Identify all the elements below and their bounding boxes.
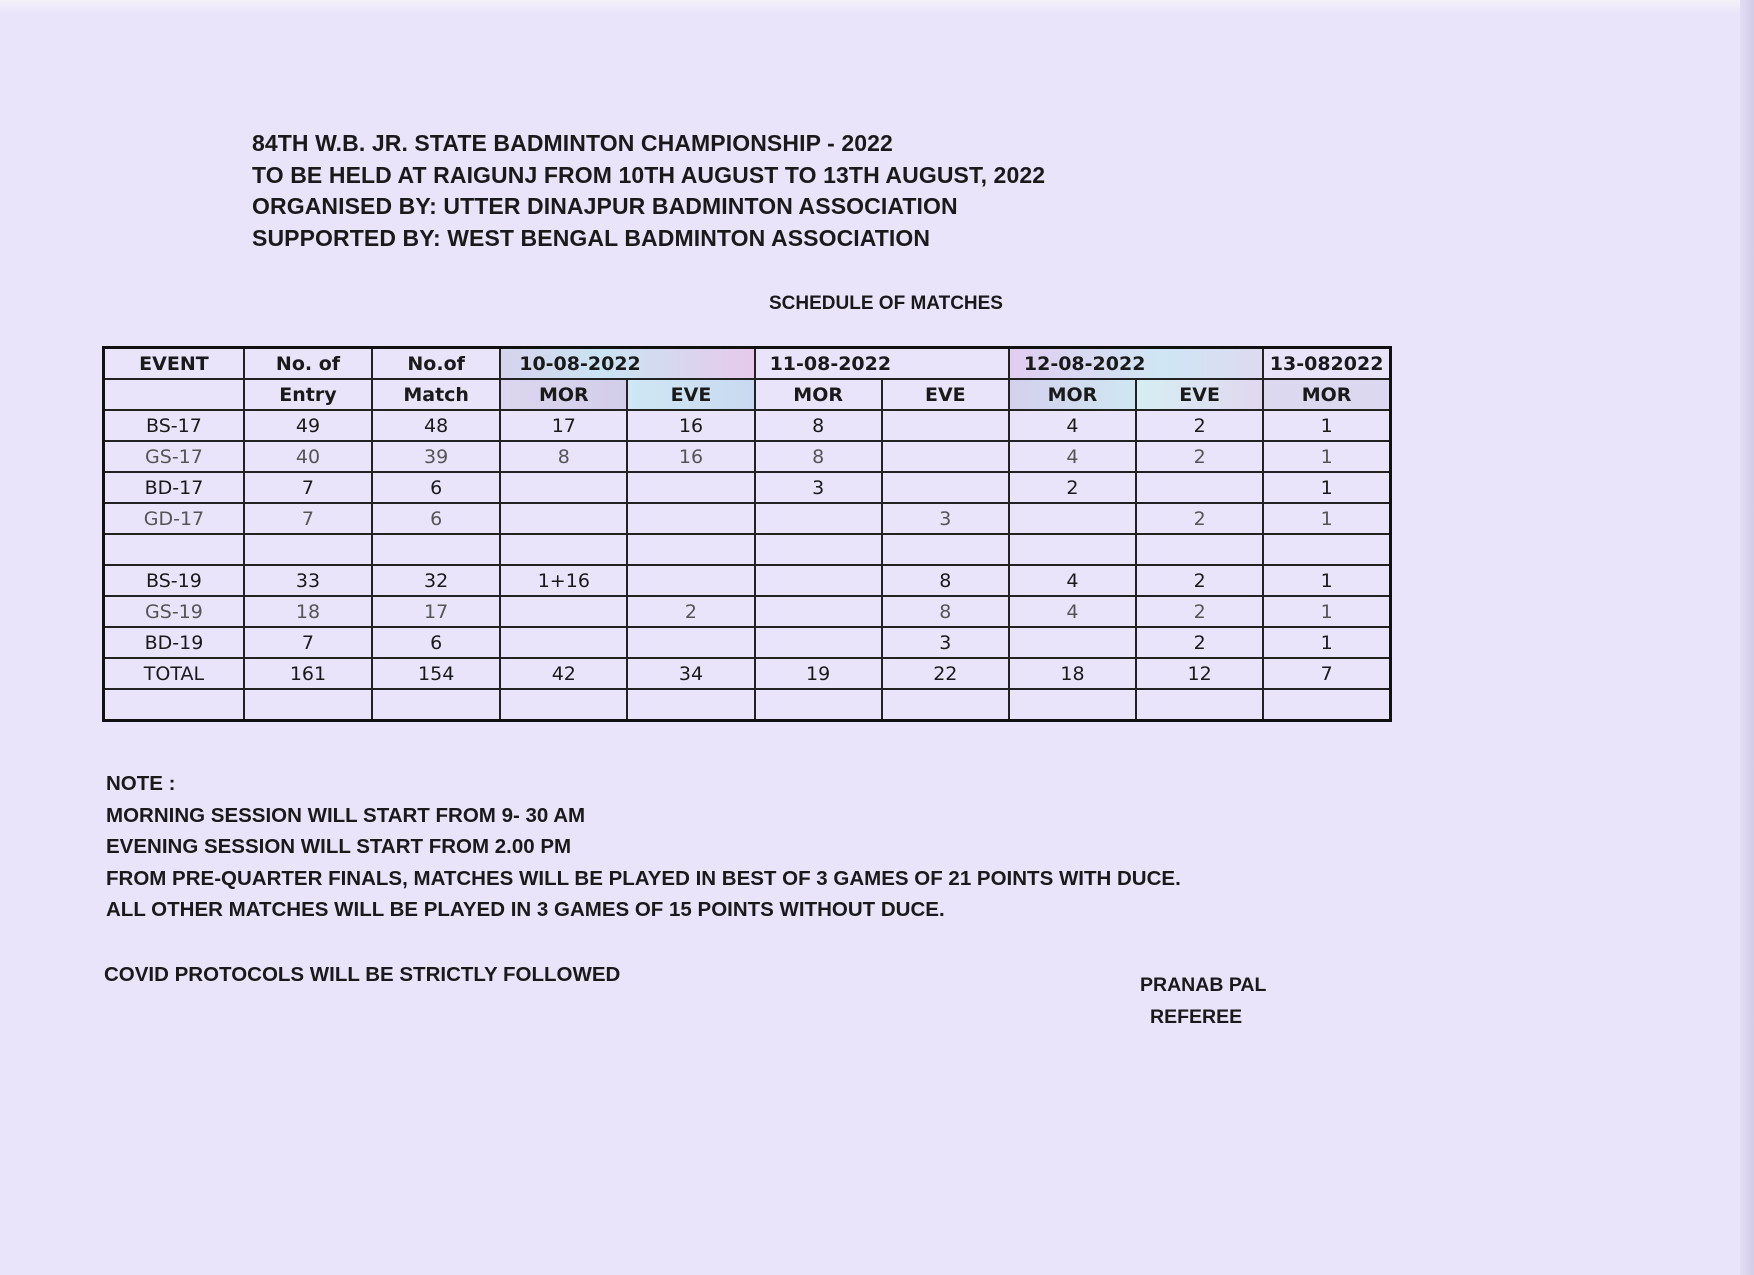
- session-header: EVE: [882, 379, 1009, 410]
- empty-cell: [1009, 534, 1136, 565]
- event-cell: BS-19: [104, 565, 244, 596]
- match-cell: 32: [372, 565, 500, 596]
- count-cell: 3: [882, 627, 1009, 658]
- venue-dates: TO BE HELD AT RAIGUNJ FROM 10TH AUGUST TO 13TH AUGUST, 2022: [252, 161, 1046, 188]
- table-row: [104, 410, 1391, 441]
- count-cell: [1009, 627, 1136, 658]
- empty-cell: [104, 534, 244, 565]
- schedule-title: SCHEDULE OF MATCHES: [769, 293, 1003, 314]
- entry-cell: 40: [244, 441, 372, 472]
- count-cell: 4: [1009, 565, 1136, 596]
- table-row: [104, 472, 1391, 503]
- event-cell: GD-17: [104, 503, 244, 534]
- supporter: SUPPORTED BY: WEST BENGAL BADMINTON ASSOCIATION: [252, 224, 931, 251]
- date-header: 13-082022: [1263, 348, 1390, 380]
- session-header: EVE: [1136, 379, 1263, 410]
- event-cell: BS-17: [104, 410, 244, 441]
- count-cell: 1+16: [500, 565, 627, 596]
- trailing-empty-row: [104, 689, 1391, 721]
- empty-cell: [500, 534, 627, 565]
- col-match-header-top: No.of: [372, 348, 500, 380]
- total-match: 154: [372, 658, 500, 689]
- empty-cell: [1263, 689, 1390, 721]
- count-cell: [627, 565, 754, 596]
- count-cell: [500, 596, 627, 627]
- empty-cell: [882, 689, 1009, 721]
- header-row-dates: [104, 348, 1391, 380]
- entry-cell: 33: [244, 565, 372, 596]
- count-cell: [627, 472, 754, 503]
- total-cell: 19: [755, 658, 882, 689]
- table-row: [104, 596, 1391, 627]
- total-cell: 42: [500, 658, 627, 689]
- total-entry: 161: [244, 658, 372, 689]
- count-cell: 2: [1136, 627, 1263, 658]
- event-cell: BD-17: [104, 472, 244, 503]
- signer-name: PRANAB PAL: [1140, 974, 1267, 996]
- total-row: [104, 658, 1391, 689]
- empty-cell: [244, 534, 372, 565]
- note-line: MORNING SESSION WILL START FROM 9- 30 AM: [106, 803, 586, 827]
- empty-cell: [244, 689, 372, 721]
- count-cell: 3: [882, 503, 1009, 534]
- count-cell: [882, 472, 1009, 503]
- count-cell: 16: [627, 441, 754, 472]
- notes-section: [106, 768, 1181, 926]
- empty-cell: [500, 689, 627, 721]
- entry-cell: 7: [244, 472, 372, 503]
- date-header: 12-08-2022: [1009, 348, 1263, 380]
- count-cell: 2: [1136, 565, 1263, 596]
- schedule-table: [102, 346, 1392, 722]
- organiser: ORGANISED BY: UTTER DINAJPUR BADMINTON ASSOCIATION: [252, 193, 958, 219]
- count-cell: 8: [755, 410, 882, 441]
- total-cell: 18: [1009, 658, 1136, 689]
- col-event-header: EVENT: [104, 348, 244, 380]
- count-cell: 16: [627, 410, 754, 441]
- match-cell: 39: [372, 441, 500, 472]
- count-cell: 4: [1009, 441, 1136, 472]
- header-row-sessions: [104, 379, 1391, 410]
- count-cell: 8: [500, 441, 627, 472]
- count-cell: 1: [1263, 565, 1390, 596]
- col-event-header-blank: [104, 379, 244, 410]
- event-cell: BD-19: [104, 627, 244, 658]
- empty-cell: [882, 534, 1009, 565]
- covid-notice: COVID PROTOCOLS WILL BE STRICTLY FOLLOWED: [104, 963, 621, 986]
- empty-cell: [755, 689, 882, 721]
- table-row: [104, 503, 1391, 534]
- session-header: MOR: [755, 379, 882, 410]
- empty-cell: [627, 689, 754, 721]
- count-cell: 3: [755, 472, 882, 503]
- count-cell: [755, 627, 882, 658]
- empty-cell: [1263, 534, 1390, 565]
- spacer-row: [104, 534, 1391, 565]
- match-cell: 48: [372, 410, 500, 441]
- count-cell: [755, 503, 882, 534]
- note-line: EVENING SESSION WILL START FROM 2.00 PM: [106, 835, 572, 858]
- signer-role: REFEREE: [1150, 1006, 1243, 1028]
- count-cell: 4: [1009, 596, 1136, 627]
- total-cell: 34: [627, 658, 754, 689]
- table-row: [104, 627, 1391, 658]
- count-cell: 1: [1263, 472, 1390, 503]
- count-cell: [500, 503, 627, 534]
- empty-cell: [104, 689, 244, 721]
- count-cell: 17: [500, 410, 627, 441]
- date-header: 10-08-2022: [500, 348, 754, 380]
- match-cell: 17: [372, 596, 500, 627]
- entry-cell: 7: [244, 503, 372, 534]
- signature-block: [1140, 969, 1266, 1033]
- entry-cell: 49: [244, 410, 372, 441]
- empty-cell: [372, 689, 500, 721]
- empty-cell: [1009, 689, 1136, 721]
- session-header: EVE: [627, 379, 754, 410]
- count-cell: 8: [882, 596, 1009, 627]
- count-cell: 1: [1263, 410, 1390, 441]
- note-line: ALL OTHER MATCHES WILL BE PLAYED IN 3 GAMES OF 15 POINTS WITHOUT DUCE.: [106, 898, 945, 921]
- count-cell: [1009, 503, 1136, 534]
- session-header: MOR: [1263, 379, 1390, 410]
- event-cell: GS-17: [104, 441, 244, 472]
- total-label: TOTAL: [104, 658, 244, 689]
- total-cell: 12: [1136, 658, 1263, 689]
- count-cell: 1: [1263, 627, 1390, 658]
- count-cell: [627, 627, 754, 658]
- count-cell: [882, 410, 1009, 441]
- col-entry-header-bottom: Entry: [244, 379, 372, 410]
- page-top-edge: [0, 0, 1754, 14]
- table-row: [104, 565, 1391, 596]
- count-cell: 1: [1263, 503, 1390, 534]
- count-cell: 8: [882, 565, 1009, 596]
- count-cell: [882, 441, 1009, 472]
- count-cell: 1: [1263, 441, 1390, 472]
- count-cell: [500, 472, 627, 503]
- empty-cell: [1136, 534, 1263, 565]
- empty-cell: [755, 534, 882, 565]
- championship-title: 84TH W.B. JR. STATE BADMINTON CHAMPIONSHIP - 2022: [252, 130, 893, 156]
- count-cell: [1136, 472, 1263, 503]
- col-match-header-bottom: Match: [372, 379, 500, 410]
- count-cell: 4: [1009, 410, 1136, 441]
- count-cell: 2: [627, 596, 754, 627]
- session-header: MOR: [1009, 379, 1136, 410]
- col-entry-header-top: No. of: [244, 348, 372, 380]
- count-cell: 8: [755, 441, 882, 472]
- empty-cell: [372, 534, 500, 565]
- notes-heading: NOTE :: [106, 772, 176, 795]
- date-header: 11-08-2022: [755, 348, 1009, 380]
- document-header: [252, 128, 1045, 254]
- count-cell: 2: [1136, 596, 1263, 627]
- table-row: [104, 441, 1391, 472]
- empty-cell: [1136, 689, 1263, 721]
- count-cell: 1: [1263, 596, 1390, 627]
- count-cell: [755, 565, 882, 596]
- session-header: MOR: [500, 379, 627, 410]
- count-cell: [755, 596, 882, 627]
- entry-cell: 18: [244, 596, 372, 627]
- match-cell: 6: [372, 472, 500, 503]
- total-cell: 22: [882, 658, 1009, 689]
- note-line: FROM PRE-QUARTER FINALS, MATCHES WILL BE PLAYED IN BEST OF 3 GAMES OF 21 POINTS WITH DUCE.: [106, 866, 1181, 890]
- page-right-edge: [1740, 0, 1754, 1275]
- count-cell: 2: [1136, 410, 1263, 441]
- match-cell: 6: [372, 503, 500, 534]
- match-cell: 6: [372, 627, 500, 658]
- count-cell: 2: [1136, 441, 1263, 472]
- count-cell: [500, 627, 627, 658]
- empty-cell: [627, 534, 754, 565]
- total-cell: 7: [1263, 658, 1390, 689]
- count-cell: 2: [1136, 503, 1263, 534]
- event-cell: GS-19: [104, 596, 244, 627]
- count-cell: [627, 503, 754, 534]
- entry-cell: 7: [244, 627, 372, 658]
- count-cell: 2: [1009, 472, 1136, 503]
